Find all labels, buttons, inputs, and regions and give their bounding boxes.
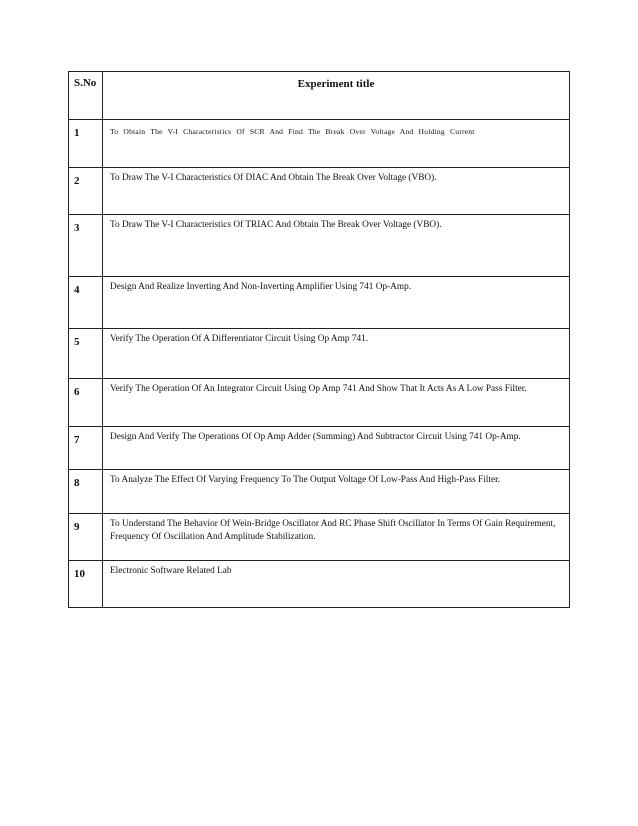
table-row	[69, 514, 570, 561]
row-number: 2	[69, 168, 103, 215]
row-number: 5	[69, 329, 103, 379]
table-row	[69, 168, 570, 215]
table-row	[69, 561, 570, 608]
row-title: To Draw The V-I Characteristics Of DIAC And Obtain The Break Over Voltage (VBO).	[103, 168, 570, 215]
table-header-row	[69, 72, 570, 120]
row-title: To Obtain The V-I Characteristics Of SCR And Find The Break Over Voltage And Holding Current	[103, 120, 570, 168]
row-number: 8	[69, 470, 103, 514]
table-row	[69, 470, 570, 514]
row-title: Verify The Operation Of An Integrator Circuit Using Op Amp 741 And Show That It Acts As A Low Pass Filter.	[103, 379, 570, 427]
table-row	[69, 215, 570, 277]
row-title: To Analyze The Effect Of Varying Frequency To The Output Voltage Of Low-Pass And High-Pass Filter.	[103, 470, 570, 514]
table-row	[69, 427, 570, 470]
table-row	[69, 120, 570, 168]
row-number: 6	[69, 379, 103, 427]
row-number: 10	[69, 561, 103, 608]
table-row	[69, 277, 570, 329]
row-number: 1	[69, 120, 103, 168]
table-row	[69, 379, 570, 427]
header-sno: S.No	[69, 72, 103, 120]
table-row	[69, 329, 570, 379]
row-title: To Draw The V-I Characteristics Of TRIAC And Obtain The Break Over Voltage (VBO).	[103, 215, 570, 277]
row-title: Electronic Software Related Lab	[103, 561, 570, 608]
row-number: 4	[69, 277, 103, 329]
row-number: 7	[69, 427, 103, 470]
row-title: Design And Realize Inverting And Non-Inverting Amplifier Using 741 Op-Amp.	[103, 277, 570, 329]
row-number: 9	[69, 514, 103, 561]
experiment-table	[68, 71, 570, 608]
row-title: Design And Verify The Operations Of Op Amp Adder (Summing) And Subtractor Circuit Using 741 Op-Amp.	[103, 427, 570, 470]
header-experiment-title: Experiment title	[103, 72, 570, 120]
row-number: 3	[69, 215, 103, 277]
row-title: To Understand The Behavior Of Wein-Bridge Oscillator And RC Phase Shift Oscillator In Terms Of Gain Requirement, Frequency Of Oscillation And Amplitude Stabilization.	[103, 514, 570, 561]
row-title: Verify The Operation Of A Differentiator Circuit Using Op Amp 741.	[103, 329, 570, 379]
